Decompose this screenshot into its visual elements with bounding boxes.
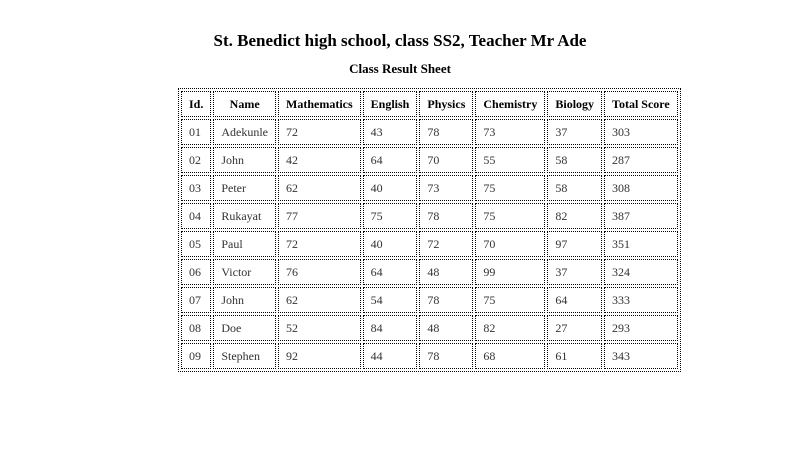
column-header-id: Id. bbox=[181, 91, 211, 117]
cell-mathematics: 92 bbox=[278, 343, 361, 369]
cell-total-score: 303 bbox=[604, 119, 678, 145]
cell-english: 40 bbox=[363, 175, 418, 201]
cell-english: 84 bbox=[363, 315, 418, 341]
cell-physics: 78 bbox=[419, 343, 473, 369]
cell-id: 07 bbox=[181, 287, 211, 313]
cell-id: 09 bbox=[181, 343, 211, 369]
cell-total-score: 351 bbox=[604, 231, 678, 257]
cell-english: 64 bbox=[363, 147, 418, 173]
cell-biology: 37 bbox=[547, 119, 602, 145]
cell-biology: 97 bbox=[547, 231, 602, 257]
cell-id: 01 bbox=[181, 119, 211, 145]
cell-chemistry: 70 bbox=[475, 231, 545, 257]
cell-total-score: 293 bbox=[604, 315, 678, 341]
cell-chemistry: 73 bbox=[475, 119, 545, 145]
cell-name: Paul bbox=[213, 231, 276, 257]
cell-physics: 78 bbox=[419, 119, 473, 145]
cell-id: 06 bbox=[181, 259, 211, 285]
cell-english: 43 bbox=[363, 119, 418, 145]
cell-total-score: 343 bbox=[604, 343, 678, 369]
cell-mathematics: 42 bbox=[278, 147, 361, 173]
cell-mathematics: 52 bbox=[278, 315, 361, 341]
cell-chemistry: 75 bbox=[475, 175, 545, 201]
cell-name: Peter bbox=[213, 175, 276, 201]
cell-id: 05 bbox=[181, 231, 211, 257]
cell-biology: 58 bbox=[547, 175, 602, 201]
column-header-name: Name bbox=[213, 91, 276, 117]
cell-id: 08 bbox=[181, 315, 211, 341]
cell-mathematics: 72 bbox=[278, 231, 361, 257]
cell-total-score: 287 bbox=[604, 147, 678, 173]
cell-biology: 82 bbox=[547, 203, 602, 229]
table-row bbox=[181, 231, 678, 257]
table-row bbox=[181, 147, 678, 173]
cell-name: Stephen bbox=[213, 343, 276, 369]
cell-total-score: 308 bbox=[604, 175, 678, 201]
cell-id: 03 bbox=[181, 175, 211, 201]
cell-physics: 78 bbox=[419, 203, 473, 229]
cell-biology: 61 bbox=[547, 343, 602, 369]
cell-english: 40 bbox=[363, 231, 418, 257]
cell-english: 54 bbox=[363, 287, 418, 313]
cell-physics: 73 bbox=[419, 175, 473, 201]
cell-chemistry: 99 bbox=[475, 259, 545, 285]
table-row bbox=[181, 315, 678, 341]
cell-biology: 58 bbox=[547, 147, 602, 173]
cell-physics: 48 bbox=[419, 259, 473, 285]
cell-name: John bbox=[213, 287, 276, 313]
column-header-biology: Biology bbox=[547, 91, 602, 117]
table-row bbox=[181, 259, 678, 285]
page-subtitle: Class Result Sheet bbox=[349, 61, 451, 76]
cell-name: Rukayat bbox=[213, 203, 276, 229]
cell-chemistry: 75 bbox=[475, 203, 545, 229]
cell-id: 02 bbox=[181, 147, 211, 173]
table-header-row bbox=[181, 91, 678, 117]
cell-english: 44 bbox=[363, 343, 418, 369]
cell-name: John bbox=[213, 147, 276, 173]
cell-mathematics: 62 bbox=[278, 287, 361, 313]
cell-chemistry: 68 bbox=[475, 343, 545, 369]
table-row bbox=[181, 175, 678, 201]
cell-total-score: 333 bbox=[604, 287, 678, 313]
cell-mathematics: 77 bbox=[278, 203, 361, 229]
cell-name: Victor bbox=[213, 259, 276, 285]
table-body bbox=[181, 119, 678, 369]
column-header-english: English bbox=[363, 91, 418, 117]
cell-biology: 64 bbox=[547, 287, 602, 313]
page-title: St. Benedict high school, class SS2, Teacher Mr Ade bbox=[213, 31, 587, 50]
column-header-physics: Physics bbox=[419, 91, 473, 117]
cell-english: 75 bbox=[363, 203, 418, 229]
cell-biology: 37 bbox=[547, 259, 602, 285]
cell-chemistry: 75 bbox=[475, 287, 545, 313]
cell-total-score: 324 bbox=[604, 259, 678, 285]
cell-physics: 48 bbox=[419, 315, 473, 341]
cell-mathematics: 76 bbox=[278, 259, 361, 285]
cell-mathematics: 72 bbox=[278, 119, 361, 145]
cell-chemistry: 55 bbox=[475, 147, 545, 173]
class-result-table bbox=[178, 88, 681, 372]
table-row bbox=[181, 287, 678, 313]
column-header-total-score: Total Score bbox=[604, 91, 678, 117]
cell-mathematics: 62 bbox=[278, 175, 361, 201]
cell-name: Doe bbox=[213, 315, 276, 341]
cell-biology: 27 bbox=[547, 315, 602, 341]
cell-english: 64 bbox=[363, 259, 418, 285]
cell-physics: 72 bbox=[419, 231, 473, 257]
cell-id: 04 bbox=[181, 203, 211, 229]
column-header-chemistry: Chemistry bbox=[475, 91, 545, 117]
table-row bbox=[181, 119, 678, 145]
cell-physics: 78 bbox=[419, 287, 473, 313]
column-header-mathematics: Mathematics bbox=[278, 91, 361, 117]
cell-physics: 70 bbox=[419, 147, 473, 173]
table-row bbox=[181, 203, 678, 229]
cell-name: Adekunle bbox=[213, 119, 276, 145]
table-row bbox=[181, 343, 678, 369]
cell-total-score: 387 bbox=[604, 203, 678, 229]
cell-chemistry: 82 bbox=[475, 315, 545, 341]
